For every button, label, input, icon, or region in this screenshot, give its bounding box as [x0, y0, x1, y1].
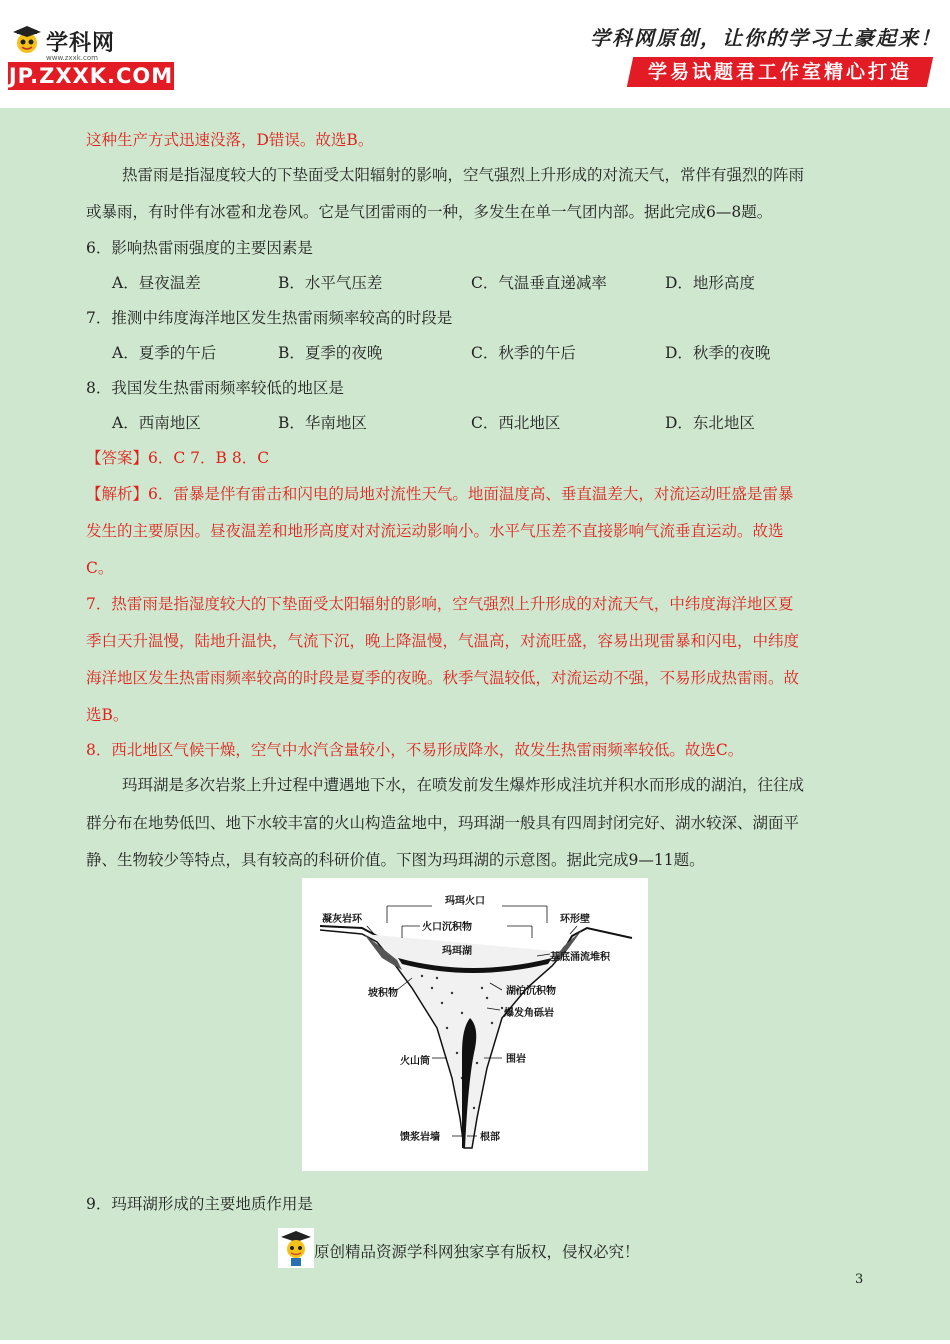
label-crater-deposit: 火口沉积物 [422, 922, 472, 933]
label-breccia: 爆发角砾岩 [504, 1008, 554, 1019]
text-line: 这种生产方式迅速没落，D错误。故选B。 [86, 131, 374, 149]
label-maar-lake: 玛珥湖 [442, 946, 472, 957]
page-bottom-border [0, 1340, 950, 1344]
option-8b: B．华南地区 [278, 414, 367, 432]
analysis-line: 【解析】6．雷暴是伴有雷击和闪电的局地对流性天气。地面温度高、垂直温差大，对流运动旺盛是雷暴 [86, 485, 794, 503]
label-lake-sediment: 湖泊沉积物 [506, 986, 556, 997]
studio-banner [627, 57, 933, 87]
logo-subtitle: www.zxxk.com [46, 54, 98, 62]
question-9: 9．玛珥湖形成的主要地质作用是 [86, 1195, 313, 1213]
label-root-zone: 根部 [480, 1132, 500, 1143]
copyright-text: 原创精品资源学科网独家享有版权，侵权必究！ [314, 1243, 640, 1261]
label-base-surge: 基底涌流堆积 [550, 952, 610, 963]
analysis-line: 季白天升温慢，陆地升温快，气流下沉，晚上降温慢，气温高，对流旺盛，容易出现雷暴和闪电，中纬度 [86, 632, 800, 650]
label-ring-wall: 环形壁 [560, 914, 590, 925]
logo-url-banner: JP.ZXXK.COM [8, 64, 174, 88]
analysis-line: 7．热雷雨是指湿度较大的下垫面受太阳辐射的影响，空气强烈上升形成的对流天气，中纬度海洋地区夏 [86, 595, 794, 613]
studio-banner-text: 学易试题君工作室精心打造 [647, 61, 912, 83]
analysis-line: 选B。 [86, 706, 129, 724]
logo-title: 学科网 [46, 31, 116, 56]
label-slope-deposit: 坡积物 [368, 988, 398, 999]
option-6a: A．昼夜温差 [112, 274, 201, 292]
option-8a: A．西南地区 [112, 414, 201, 432]
page-header [0, 0, 950, 108]
answer-line: 【答案】6．C 7．B 8．C [86, 449, 270, 467]
label-diatreme: 火山筒 [400, 1056, 430, 1067]
text-line: 热雷雨是指湿度较大的下垫面受太阳辐射的影响，空气强烈上升形成的对流天气，常伴有强烈的阵雨 [122, 166, 805, 184]
analysis-line: 发生的主要原因。昼夜温差和地形高度对对流运动影响小。水平气压差不直接影响气流垂直运动。故选 [86, 522, 784, 540]
maar-lake-svg [302, 878, 648, 1171]
label-feeder-dike: 馈浆岩墙 [400, 1132, 440, 1143]
maar-lake-diagram [302, 878, 648, 1171]
zxxk-logo[interactable] [8, 16, 178, 91]
option-6c: C．气温垂直递减率 [471, 274, 607, 292]
logo-top [8, 20, 178, 62]
option-6b: B．水平气压差 [278, 274, 383, 292]
text-line: 群分布在地势低凹、地下水较丰富的火山构造盆地中，玛珥湖一般具有四周封闭完好、湖水较深、湖面平 [86, 814, 800, 832]
graduate-mascot-icon [278, 1228, 314, 1268]
analysis-line: 海洋地区发生热雷雨频率较高的时段是夏季的夜晚。秋季气温较低，对流运动不强，不易形成热雷雨。故 [86, 669, 800, 687]
option-6d: D．地形高度 [665, 274, 755, 292]
option-8c: C．西北地区 [471, 414, 561, 432]
text-line: 玛珥湖是多次岩浆上升过程中遭遇地下水，在喷发前发生爆炸形成洼坑并积水而形成的湖泊，往往成 [122, 776, 805, 794]
page-number: 3 [855, 1272, 864, 1287]
question-6: 6．影响热雷雨强度的主要因素是 [86, 239, 313, 257]
text-line: 或暴雨，有时伴有冰雹和龙卷风。它是气团雷雨的一种，多发生在单一气团内部。据此完成6—8题。 [86, 203, 773, 221]
option-7d: D．秋季的夜晚 [665, 344, 771, 362]
option-7a: A．夏季的午后 [112, 344, 217, 362]
question-8: 8．我国发生热雷雨频率较低的地区是 [86, 379, 344, 397]
analysis-line: C。 [86, 559, 114, 577]
option-8d: D．东北地区 [665, 414, 755, 432]
option-7c: C．秋季的午后 [471, 344, 576, 362]
header-slogan: 学科网原创，让你的学习土豪起来！ [590, 26, 942, 50]
label-maar-crater: 玛珥火口 [445, 896, 485, 907]
label-tuff-ring: 凝灰岩环 [322, 914, 362, 925]
graduate-mascot-icon [12, 26, 42, 56]
analysis-line: 8．西北地区气候干燥，空气中水汽含量较小，不易形成降水，故发生热雷雨频率较低。故选C。 [86, 741, 744, 759]
question-7: 7．推测中纬度海洋地区发生热雷雨频率较高的时段是 [86, 309, 453, 327]
text-line: 静、生物较少等特点，具有较高的科研价值。下图为玛珥湖的示意图。据此完成9—11题。 [86, 851, 705, 869]
option-7b: B．夏季的夜晚 [278, 344, 383, 362]
label-country-rock: 围岩 [506, 1054, 526, 1065]
